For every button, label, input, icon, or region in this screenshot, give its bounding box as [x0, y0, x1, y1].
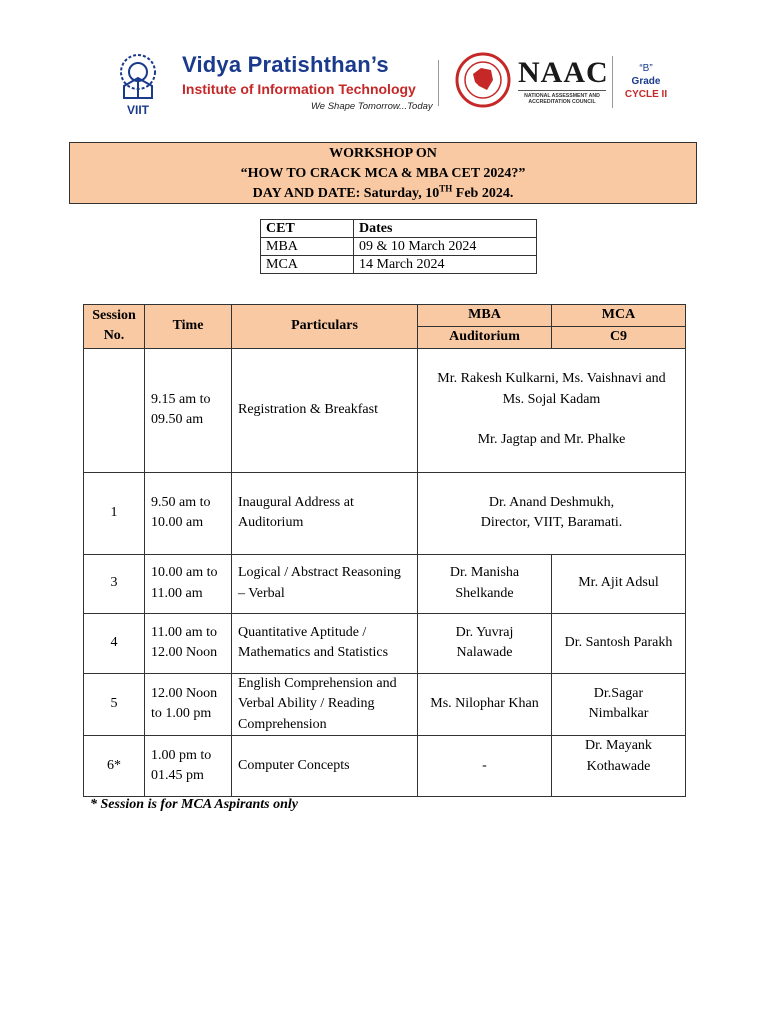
speaker-cell	[418, 348, 686, 472]
table-row	[84, 554, 686, 613]
grade-cycle: CYCLE II	[624, 89, 668, 100]
naac-wordmark: NAAC	[518, 56, 609, 89]
mca-speaker-cell: Dr. Santosh Parakh	[552, 613, 686, 673]
particulars-cell: Logical / Abstract Reasoning – Verbal	[232, 554, 418, 613]
mba-speaker-cell: Dr. Yuvraj Nalawade	[418, 613, 552, 673]
mca-speaker-cell: Dr. Mayank Kothawade	[552, 736, 686, 797]
schedule-header-row	[84, 305, 686, 327]
particulars-cell: Inaugural Address at Auditorium	[232, 472, 418, 554]
schedule-table	[83, 304, 686, 797]
session-cell: 6*	[84, 736, 145, 797]
time-cell: 9.15 am to 09.50 am	[145, 348, 232, 472]
header-divider-2	[612, 56, 613, 108]
header-mba: MBA	[418, 305, 552, 327]
speaker-text: Mr. Rakesh Kulkarni, Ms. Vaishnavi and Ms. Sojal Kadam	[437, 371, 666, 407]
institute-name: Vidya Pratishthan’s	[182, 52, 389, 77]
mba-speaker-cell: Dr. Manisha Shelkande	[418, 554, 552, 613]
time-cell: 10.00 am to 11.00 am	[145, 554, 232, 613]
time-cell: 11.00 am to 12.00 Noon	[145, 613, 232, 673]
footnote: * Session is for MCA Aspirants only	[90, 797, 298, 812]
cet-cell: MBA	[261, 238, 354, 256]
session-cell: 1	[84, 472, 145, 554]
title-line-3	[70, 184, 696, 204]
title-line-1: WORKSHOP ON	[329, 146, 437, 161]
session-cell: 5	[84, 673, 145, 736]
cet-header-row	[261, 220, 537, 238]
session-cell: 3	[84, 554, 145, 613]
mca-speaker-cell: Mr. Ajit Adsul	[552, 554, 686, 613]
mba-speaker-cell: Ms. Nilophar Khan	[418, 673, 552, 736]
speaker-text: Mr. Jagtap and Mr. Phalke	[477, 432, 626, 448]
cet-cell: 14 March 2024	[354, 256, 537, 274]
table-row	[261, 256, 537, 274]
header-session: Session No.	[84, 305, 145, 349]
particulars-cell: Computer Concepts	[232, 736, 418, 797]
time-cell: 9.50 am to 10.00 am	[145, 472, 232, 554]
header-mba-venue: Auditorium	[418, 327, 552, 349]
time-cell: 1.00 pm to 01.45 pm	[145, 736, 232, 797]
title-line-2: “HOW TO CRACK MCA & MBA CET 2024?”	[240, 166, 526, 181]
cet-header-cet: CET	[261, 220, 354, 238]
table-row	[84, 736, 686, 797]
viit-logo-icon	[108, 48, 168, 120]
header-mca-venue: C9	[552, 327, 686, 349]
workshop-title-box	[69, 142, 697, 204]
header-particulars: Particulars	[232, 305, 418, 349]
header-mca: MCA	[552, 305, 686, 327]
title-date-sup: TH	[439, 183, 453, 194]
time-cell: 12.00 Noon to 1.00 pm	[145, 673, 232, 736]
table-row	[84, 472, 686, 554]
title-date-suffix: Feb 2024.	[452, 186, 514, 201]
grade-letter: “B”	[639, 63, 653, 74]
session-cell	[84, 348, 145, 472]
title-date-prefix: DAY AND DATE: Saturday, 10	[252, 186, 440, 201]
cet-cell: 09 & 10 March 2024	[354, 238, 537, 256]
particulars-cell: Quantitative Aptitude / Mathematics and Statistics	[232, 613, 418, 673]
table-row	[84, 673, 686, 736]
session-cell: 4	[84, 613, 145, 673]
institute-tagline: We Shape Tomorrow...Today	[311, 101, 433, 112]
grade-word: Grade	[631, 76, 661, 87]
naac-seal-icon	[455, 52, 511, 108]
page-header	[0, 0, 768, 130]
cet-cell: MCA	[261, 256, 354, 274]
table-row	[84, 613, 686, 673]
particulars-cell: English Comprehension and Verbal Ability / Reading Comprehension	[232, 673, 418, 736]
mba-speaker-cell: -	[418, 736, 552, 797]
cet-dates-table	[260, 219, 537, 274]
institute-subtitle: Institute of Information Technology	[182, 81, 416, 97]
header-time: Time	[145, 305, 232, 349]
particulars-cell: Registration & Breakfast	[232, 348, 418, 472]
grade-badge	[618, 62, 674, 101]
table-row	[261, 238, 537, 256]
mca-speaker-cell: Dr.Sagar Nimbalkar	[552, 673, 686, 736]
speaker-cell: Dr. Anand Deshmukh, Director, VIIT, Baramati.	[418, 472, 686, 554]
header-divider	[438, 60, 439, 106]
cet-header-dates: Dates	[354, 220, 537, 238]
naac-full-name: NATIONAL ASSESSMENT AND ACCREDITATION COUNCIL	[518, 90, 606, 105]
table-row	[84, 348, 686, 472]
viit-logo-text: VIIT	[126, 103, 150, 117]
